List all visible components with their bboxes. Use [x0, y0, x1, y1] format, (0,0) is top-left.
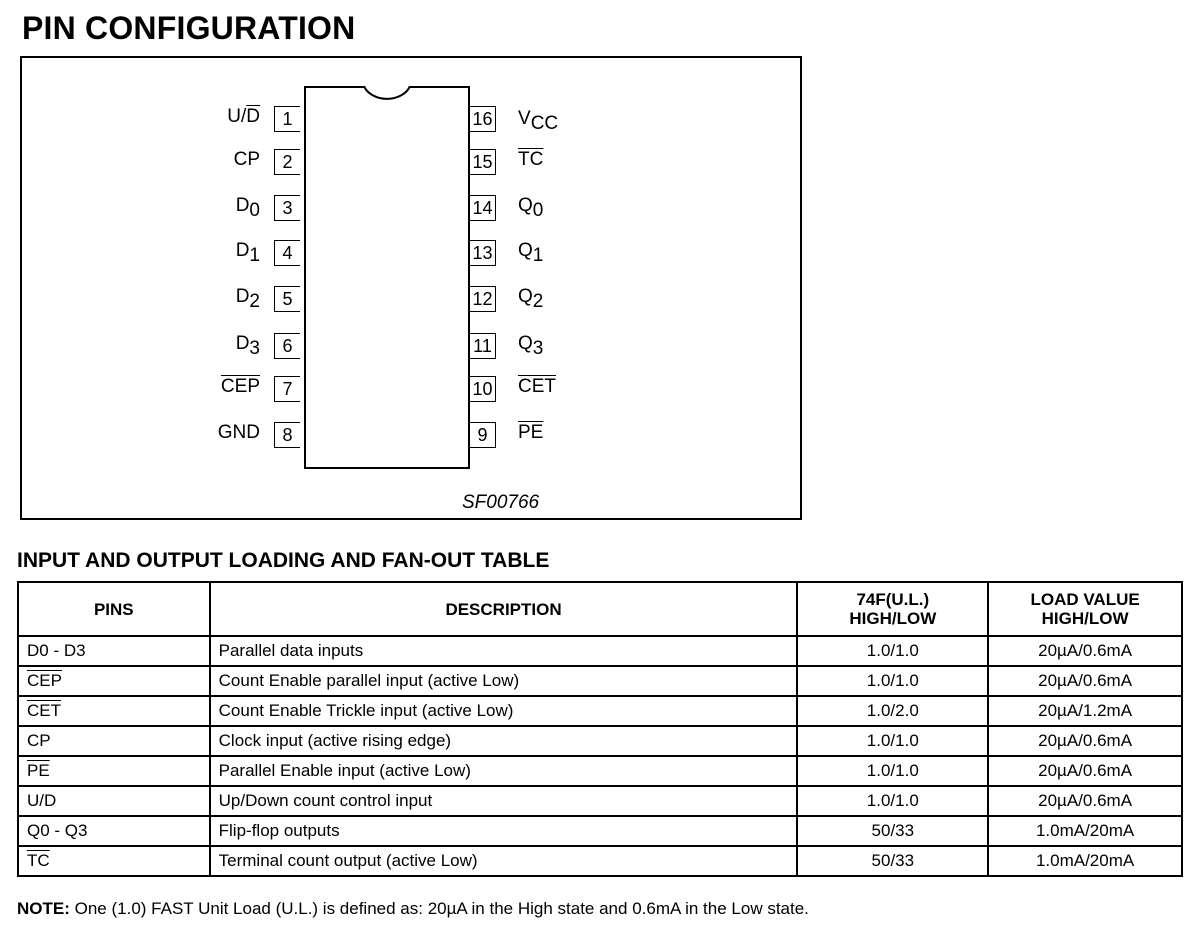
- footnote-label: NOTE:: [17, 899, 70, 918]
- table-row: [18, 816, 1182, 846]
- pin-13: 13: [470, 240, 496, 266]
- pin-label-14: [518, 193, 543, 219]
- cell-ul: 1.0/1.0: [797, 636, 988, 666]
- cell-ul: 1.0/1.0: [797, 666, 988, 696]
- cell-pin: [18, 696, 210, 726]
- footnote-text: One (1.0) FAST Unit Load (U.L.) is defined as: 20µA in the High state and 0.6mA in the Low state.: [74, 899, 809, 918]
- pin-label-1: [227, 104, 260, 130]
- pin-12: 12: [470, 286, 496, 312]
- pin-diagram: [20, 56, 802, 520]
- pin-label-sub: 2: [532, 291, 544, 312]
- pin-4: 4: [274, 240, 300, 266]
- cell-pin: CP: [18, 726, 210, 756]
- pin-6: 6: [274, 333, 300, 359]
- col-header-load: [988, 582, 1182, 636]
- cell-description: Parallel data inputs: [210, 636, 798, 666]
- cell-load: 1.0mA/20mA: [988, 846, 1182, 876]
- pin-10: 10: [470, 376, 496, 402]
- pin-label-12: [518, 284, 543, 310]
- pin-label-text: Q: [518, 333, 533, 354]
- cell-ul: 50/33: [797, 816, 988, 846]
- pin-label-overline: $\overline{D}$: [246, 106, 260, 127]
- pin-label-sub: 3: [532, 338, 544, 359]
- pin-label-sub: 0: [249, 200, 260, 221]
- pin-label-sub: CC: [530, 113, 559, 134]
- table-row: [18, 846, 1182, 876]
- pin-label-3: [236, 193, 260, 219]
- cell-load: 20µA/0.6mA: [988, 786, 1182, 816]
- pin-label-8: GND: [217, 422, 260, 443]
- fanout-table: [17, 581, 1183, 877]
- pin-label-7: $\overline{CEP}$: [220, 376, 260, 397]
- drawing-id: SF00766: [462, 492, 540, 513]
- cell-pin-text: $\overline{CEP}$: [27, 671, 62, 690]
- pin-2: 2: [274, 149, 300, 175]
- pin-label-5: [236, 284, 260, 310]
- cell-load: 20µA/0.6mA: [988, 666, 1182, 696]
- cell-pin-text: $\overline{CET}$: [27, 701, 61, 720]
- cell-description: Up/Down count control input: [210, 786, 798, 816]
- cell-description: Clock input (active rising edge): [210, 726, 798, 756]
- pin-label-text: D: [235, 195, 250, 216]
- pin-label-sub: 3: [249, 338, 260, 359]
- table-header-row: [18, 582, 1182, 636]
- col-header-load-line2: HIGH/LOW: [1041, 609, 1129, 628]
- footnote: [17, 899, 809, 919]
- pin-1: 1: [274, 106, 300, 132]
- pin-label-13: [518, 238, 543, 264]
- pin-label-text: Q: [518, 286, 533, 307]
- cell-ul: 1.0/1.0: [797, 726, 988, 756]
- pin-label-15: $\overline{TC}$: [518, 149, 544, 170]
- cell-description: Terminal count output (active Low): [210, 846, 798, 876]
- pin-8: 8: [274, 422, 300, 448]
- pin-label-text: Q: [518, 240, 533, 261]
- table-row: [18, 786, 1182, 816]
- cell-load: 20µA/0.6mA: [988, 756, 1182, 786]
- table-row: [18, 756, 1182, 786]
- cell-ul: 1.0/1.0: [797, 756, 988, 786]
- cell-pin: [18, 666, 210, 696]
- cell-pin: [18, 756, 210, 786]
- table-row: [18, 726, 1182, 756]
- cell-load: 20µA/0.6mA: [988, 726, 1182, 756]
- cell-pin-text: $\overline{TC}$: [27, 851, 50, 870]
- pin-3: 3: [274, 195, 300, 221]
- pin-label-text: V: [518, 108, 531, 129]
- cell-load: 20µA/1.2mA: [988, 696, 1182, 726]
- pin-label-text: U/: [227, 106, 247, 127]
- table-row: [18, 636, 1182, 666]
- pin-9: 9: [470, 422, 496, 448]
- col-header-pins: PINS: [18, 582, 210, 636]
- pin-label-text: D: [235, 333, 250, 354]
- pin-14: 14: [470, 195, 496, 221]
- cell-pin: [18, 846, 210, 876]
- pin-11: 11: [470, 333, 496, 359]
- cell-ul: 1.0/1.0: [797, 786, 988, 816]
- pin-label-sub: 0: [532, 200, 544, 221]
- pin-label-sub: 1: [532, 245, 544, 266]
- cell-ul: 50/33: [797, 846, 988, 876]
- pin-label-text: D: [235, 286, 250, 307]
- table-row: [18, 696, 1182, 726]
- pin-label-16: [518, 106, 558, 132]
- cell-pin: Q0 - Q3: [18, 816, 210, 846]
- chip-body: [304, 86, 470, 469]
- cell-description: Flip-flop outputs: [210, 816, 798, 846]
- pin-label-6: [236, 331, 260, 357]
- cell-ul: 1.0/2.0: [797, 696, 988, 726]
- pin-label-2: CP: [233, 149, 260, 170]
- pin-15: 15: [470, 149, 496, 175]
- col-header-load-line1: LOAD VALUE: [1030, 590, 1140, 609]
- cell-pin: D0 - D3: [18, 636, 210, 666]
- cell-description: Parallel Enable input (active Low): [210, 756, 798, 786]
- pin-5: 5: [274, 286, 300, 312]
- pin-label-4: [236, 238, 260, 264]
- col-header-ul-line1: 74F(U.L.): [856, 590, 930, 609]
- cell-pin-text: $\overline{PE}$: [27, 761, 50, 780]
- col-header-ul-line2: HIGH/LOW: [849, 609, 937, 628]
- cell-load: 20µA/0.6mA: [988, 636, 1182, 666]
- table-title: INPUT AND OUTPUT LOADING AND FAN-OUT TABLE: [17, 549, 550, 572]
- table-row: [18, 666, 1182, 696]
- pin-label-text: D: [235, 240, 250, 261]
- col-header-description: DESCRIPTION: [210, 582, 798, 636]
- pin-label-10: $\overline{CET}$: [518, 376, 556, 397]
- page-title: PIN CONFIGURATION: [22, 10, 356, 46]
- pin-label-sub: 1: [249, 245, 260, 266]
- cell-description: Count Enable parallel input (active Low): [210, 666, 798, 696]
- cell-pin: U/D: [18, 786, 210, 816]
- chip-notch-icon: [304, 86, 470, 106]
- pin-7: 7: [274, 376, 300, 402]
- pin-16: 16: [470, 106, 496, 132]
- cell-description: Count Enable Trickle input (active Low): [210, 696, 798, 726]
- pin-label-sub: 2: [249, 291, 260, 312]
- pin-label-9: $\overline{PE}$: [518, 422, 544, 443]
- cell-load: 1.0mA/20mA: [988, 816, 1182, 846]
- pin-label-11: [518, 331, 543, 357]
- pin-label-text: Q: [518, 195, 533, 216]
- col-header-ul: [797, 582, 988, 636]
